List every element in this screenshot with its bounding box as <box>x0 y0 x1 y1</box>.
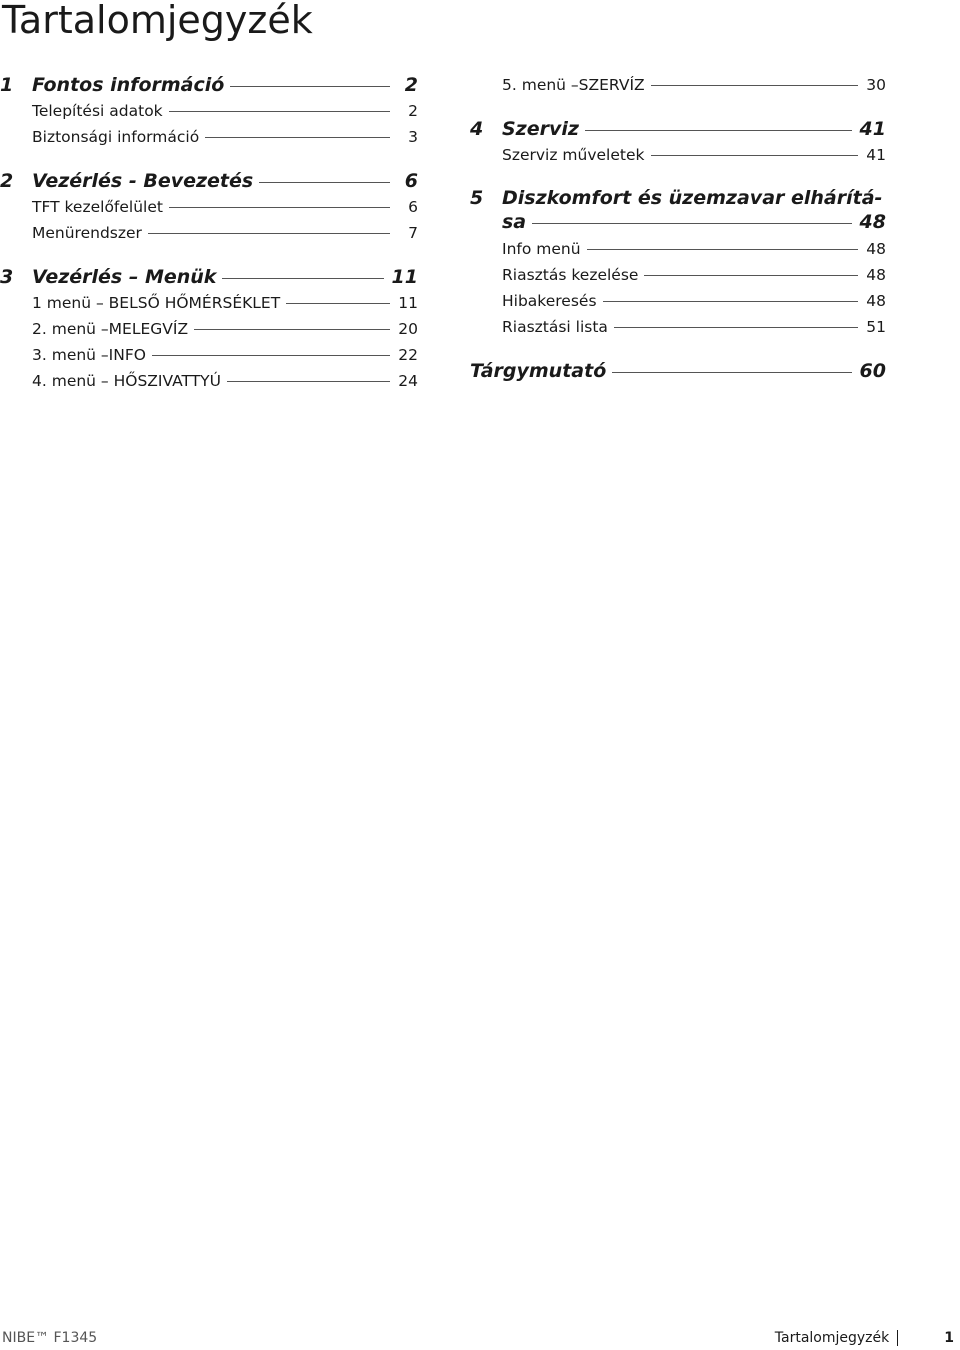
toc-entry[interactable] <box>470 262 886 288</box>
toc-entry[interactable] <box>0 316 418 342</box>
chapter-number: 3 <box>0 266 14 288</box>
chapter-number: 2 <box>0 170 14 192</box>
page-number: 6 <box>404 170 418 192</box>
page-number: 3 <box>408 128 418 146</box>
toc-chapter <box>470 186 886 340</box>
toc-chapter-heading-line2[interactable] <box>470 210 886 236</box>
dot-leader <box>148 233 390 234</box>
dot-leader <box>612 372 851 373</box>
page-number: 41 <box>859 118 886 140</box>
entry-title: 3. menü –INFO <box>32 346 146 364</box>
dot-leader <box>587 249 858 250</box>
entry-title: Hibakeresés <box>502 292 597 310</box>
entry-title: Riasztás kezelése <box>502 266 639 284</box>
dot-leader <box>651 155 859 156</box>
page-number: 48 <box>866 266 886 284</box>
dot-leader <box>614 327 858 328</box>
footer-section-name: Tartalomjegyzék <box>774 1330 890 1346</box>
toc-chapter-heading[interactable] <box>0 168 418 194</box>
page-footer <box>2 1330 954 1346</box>
page-number: 51 <box>866 318 886 336</box>
page-title: Tartalomjegyzék <box>2 0 313 42</box>
entry-title: Menürendszer <box>32 224 142 242</box>
chapter-title: Vezérlés - Bevezetés <box>32 170 254 192</box>
footer-brand: NIBE™ F1345 <box>2 1330 98 1346</box>
dot-leader <box>194 329 390 330</box>
toc-chapter-heading[interactable] <box>0 72 418 98</box>
index-title: Tárgymutató <box>470 360 607 382</box>
page-number: 30 <box>866 76 886 94</box>
chapter-number: 5 <box>470 187 484 209</box>
toc-index-entry[interactable] <box>470 358 886 384</box>
toc-chapter <box>0 264 418 394</box>
dot-leader <box>169 207 390 208</box>
chapter-title-continuation: sa <box>502 211 527 233</box>
dot-leader <box>585 130 852 131</box>
toc-entry[interactable] <box>0 290 418 316</box>
entry-title: TFT kezelőfelület <box>32 198 163 216</box>
entry-title: 1 menü – BELSŐ HŐMÉRSÉKLET <box>32 294 281 312</box>
dot-leader <box>603 301 858 302</box>
dot-leader <box>651 85 858 86</box>
dot-leader <box>169 111 390 112</box>
page-number: 24 <box>398 372 418 390</box>
chapter-title: Szerviz <box>502 118 579 140</box>
dot-leader <box>222 278 383 279</box>
toc-entry[interactable] <box>0 124 418 150</box>
toc-chapter-heading-line1[interactable] <box>470 186 886 210</box>
toc-entry[interactable] <box>0 194 418 220</box>
toc-chapter-heading[interactable] <box>470 116 886 142</box>
toc-left-column <box>0 72 418 412</box>
toc-entry[interactable] <box>470 314 886 340</box>
entry-title: 4. menü – HŐSZIVATTYÚ <box>32 372 221 390</box>
page-number: 6 <box>408 198 418 216</box>
toc-entry[interactable] <box>0 368 418 394</box>
page-number: 2 <box>408 102 418 120</box>
page-number: 48 <box>859 211 886 233</box>
entry-title: Szerviz műveletek <box>502 146 645 164</box>
dot-leader <box>286 303 390 304</box>
page-number: 48 <box>866 240 886 258</box>
page-number: 7 <box>408 224 418 242</box>
toc-entry[interactable] <box>0 98 418 124</box>
dot-leader <box>205 137 390 138</box>
page-number: 2 <box>404 74 418 96</box>
page-number: 11 <box>391 266 418 288</box>
chapter-number: 1 <box>0 74 14 96</box>
dot-leader <box>230 86 390 87</box>
dot-leader <box>227 381 390 382</box>
dot-leader <box>532 223 851 224</box>
toc-continued <box>470 72 886 98</box>
toc-chapter-heading[interactable] <box>0 264 418 290</box>
dot-leader <box>259 182 390 183</box>
toc-right-column <box>470 72 886 384</box>
chapter-number: 4 <box>470 118 484 140</box>
footer-page-number: 1 <box>944 1330 954 1346</box>
toc-entry[interactable] <box>470 72 886 98</box>
toc-entry[interactable] <box>470 142 886 168</box>
toc-chapter <box>0 168 418 246</box>
toc-chapter <box>0 72 418 150</box>
entry-title: 5. menü –SZERVÍZ <box>502 76 645 94</box>
toc-entry[interactable] <box>470 288 886 314</box>
footer-divider <box>897 1330 898 1346</box>
dot-leader <box>644 275 858 276</box>
page-number: 41 <box>866 146 886 164</box>
chapter-title: Diszkomfort és üzemzavar elhárítá- <box>502 187 883 209</box>
footer-right <box>775 1330 954 1346</box>
chapter-title: Fontos információ <box>32 74 225 96</box>
entry-title: Biztonsági információ <box>32 128 200 146</box>
entry-title: Telepítési adatok <box>32 102 163 120</box>
entry-title: Riasztási lista <box>502 318 608 336</box>
entry-title: Info menü <box>502 240 581 258</box>
page-number: 60 <box>859 360 886 382</box>
toc-chapter <box>470 116 886 168</box>
toc-entry[interactable] <box>0 220 418 246</box>
dot-leader <box>152 355 390 356</box>
page-number: 48 <box>866 292 886 310</box>
toc-entry[interactable] <box>0 342 418 368</box>
chapter-title: Vezérlés – Menük <box>32 266 217 288</box>
toc-entry[interactable] <box>470 236 886 262</box>
page-number: 22 <box>398 346 418 364</box>
page-number: 11 <box>398 294 418 312</box>
page-number: 20 <box>398 320 418 338</box>
entry-title: 2. menü –MELEGVÍZ <box>32 320 189 338</box>
